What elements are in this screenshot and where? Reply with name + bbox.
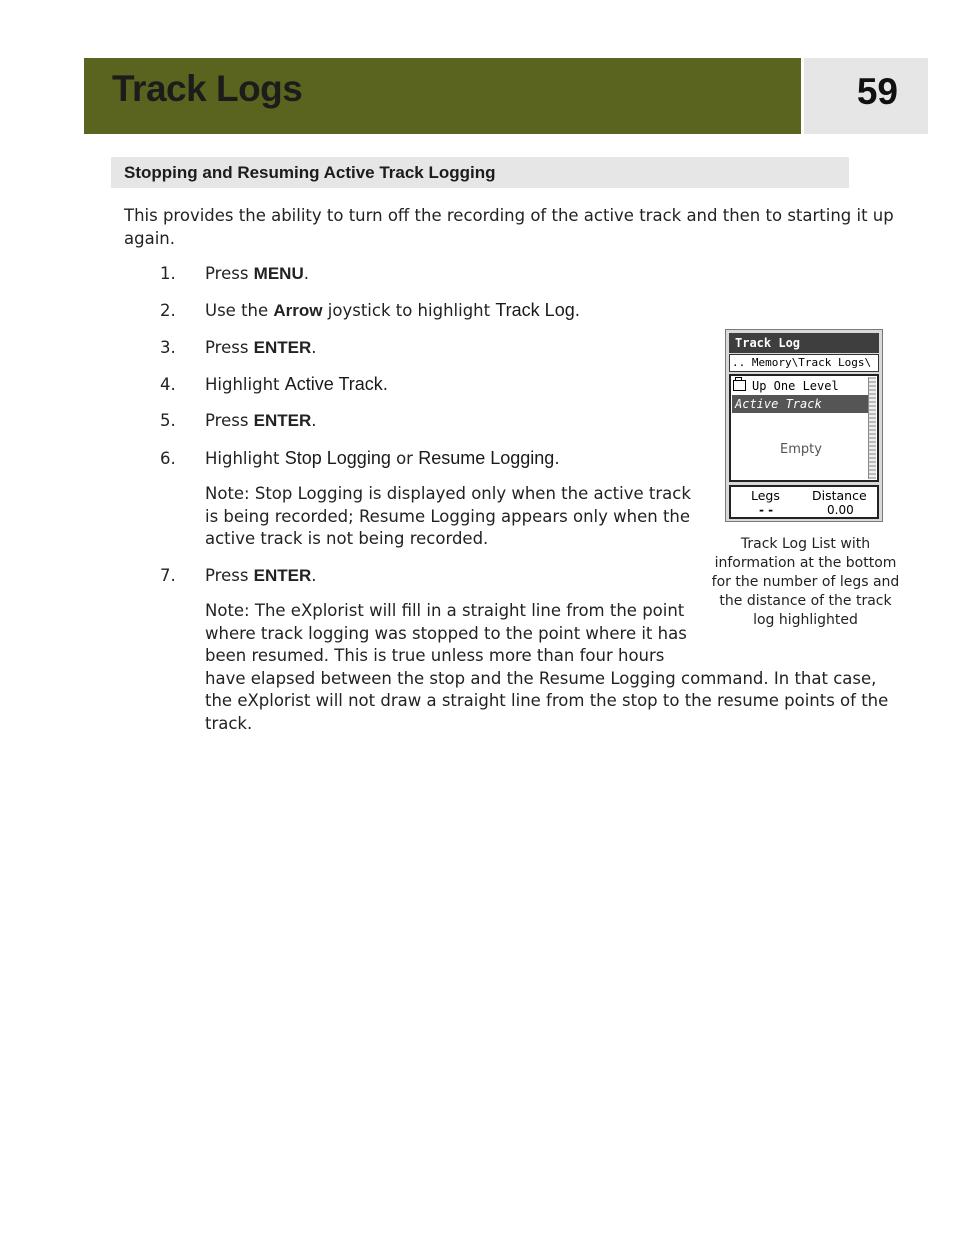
note-line: track. [205,713,253,733]
chapter-header [84,58,801,134]
device-info-footer [729,485,879,519]
device-up-level-label: Up One Level [752,379,839,393]
key-label: MENU [253,264,304,283]
step-pre: Use the [205,301,274,320]
device-empty-text: Empty [780,442,822,457]
key-label: ENTER [253,566,312,585]
intro-line: This provides the ability to turn off the recording of the active track and then to starting it up [124,206,894,225]
note-line: active track is not being recorded. [205,529,489,548]
step-text [205,336,317,359]
note-line: Note: The eXplorist will fill in a straight line from the point [205,601,685,620]
step-pre: Press [205,264,254,283]
caption-line: Track Log List with [740,536,871,552]
device-selected-item: Active Track [732,395,871,413]
device-up-level-item [733,377,868,395]
ui-label: Resume Logging [418,448,555,468]
page-number: 59 [856,71,898,112]
step-text [205,373,388,396]
step-post: . [311,338,317,357]
step-text [205,564,317,587]
step-pre: Press [205,338,254,357]
device-screenshot [725,329,883,522]
device-legs-value: - - [759,503,774,517]
figure-caption [708,535,903,630]
note-line: where track logging was stopped to the point where it has [205,623,687,643]
device-path: .. Memory\Track Logs\ [729,354,879,372]
step-text [205,262,309,285]
section-title: Stopping and Resuming Active Track Logging [124,163,496,182]
note-line: been resumed. This is true unless more than four hours [205,646,665,665]
caption-line: the distance of the track [719,593,892,609]
step-text [205,447,560,470]
note-line: is being recorded; Resume Logging appears only when the [205,506,691,526]
step-number: 2. [160,301,176,320]
step-pre: Highlight [205,375,285,394]
step-mid: or [390,449,419,468]
ui-label: Stop Logging [284,448,391,468]
device-distance-label: Distance [812,488,867,503]
note-line: the eXplorist will not draw a straight line from the stop to the resume points of the [205,691,889,710]
step-post: . [574,301,580,320]
caption-line: log highlighted [753,612,858,628]
step-number: 3. [160,338,176,357]
step-post: . [554,449,560,468]
caption-line: for the number of legs and [711,574,900,590]
step-pre: Highlight [205,449,285,468]
ui-label: Track Log [495,300,575,320]
step-post: . [311,411,317,430]
step-mid: joystick to highlight [322,301,496,320]
section-heading [111,157,849,188]
device-legs-label: Legs [751,488,780,503]
intro-paragraph [124,204,899,250]
step-text [205,409,317,432]
step-text [205,299,580,322]
step-number: 1. [160,264,176,283]
key-label: Arrow [273,301,323,320]
note-line: have elapsed between the stop and the Resume Logging command. In that case, [205,668,877,688]
device-distance-value: 0.00 [827,503,854,517]
step-number: 5. [160,411,176,430]
caption-line: information at the bottom [714,555,897,571]
step-post: . [382,375,389,394]
device-track-list [729,374,879,482]
note-stop-logging [205,483,691,551]
step-number: 4. [160,375,176,394]
step-post: . [303,264,309,283]
step-number: 6. [160,449,176,468]
key-label: ENTER [253,411,312,430]
step-pre: Press [205,566,254,585]
device-title-bar: Track Log [729,333,879,353]
intro-line: again. [124,229,175,248]
chapter-title: Track Logs [112,68,303,109]
folder-up-icon [733,380,746,391]
device-scrollbar [868,377,876,479]
ui-label: Active Track [284,374,383,394]
step-post: . [311,566,317,585]
page-number-box [804,58,928,134]
key-label: ENTER [253,338,312,357]
step-number: 7. [160,566,176,585]
note-line: Note: Stop Logging is displayed only when the active track [205,484,691,503]
step-pre: Press [205,411,254,430]
